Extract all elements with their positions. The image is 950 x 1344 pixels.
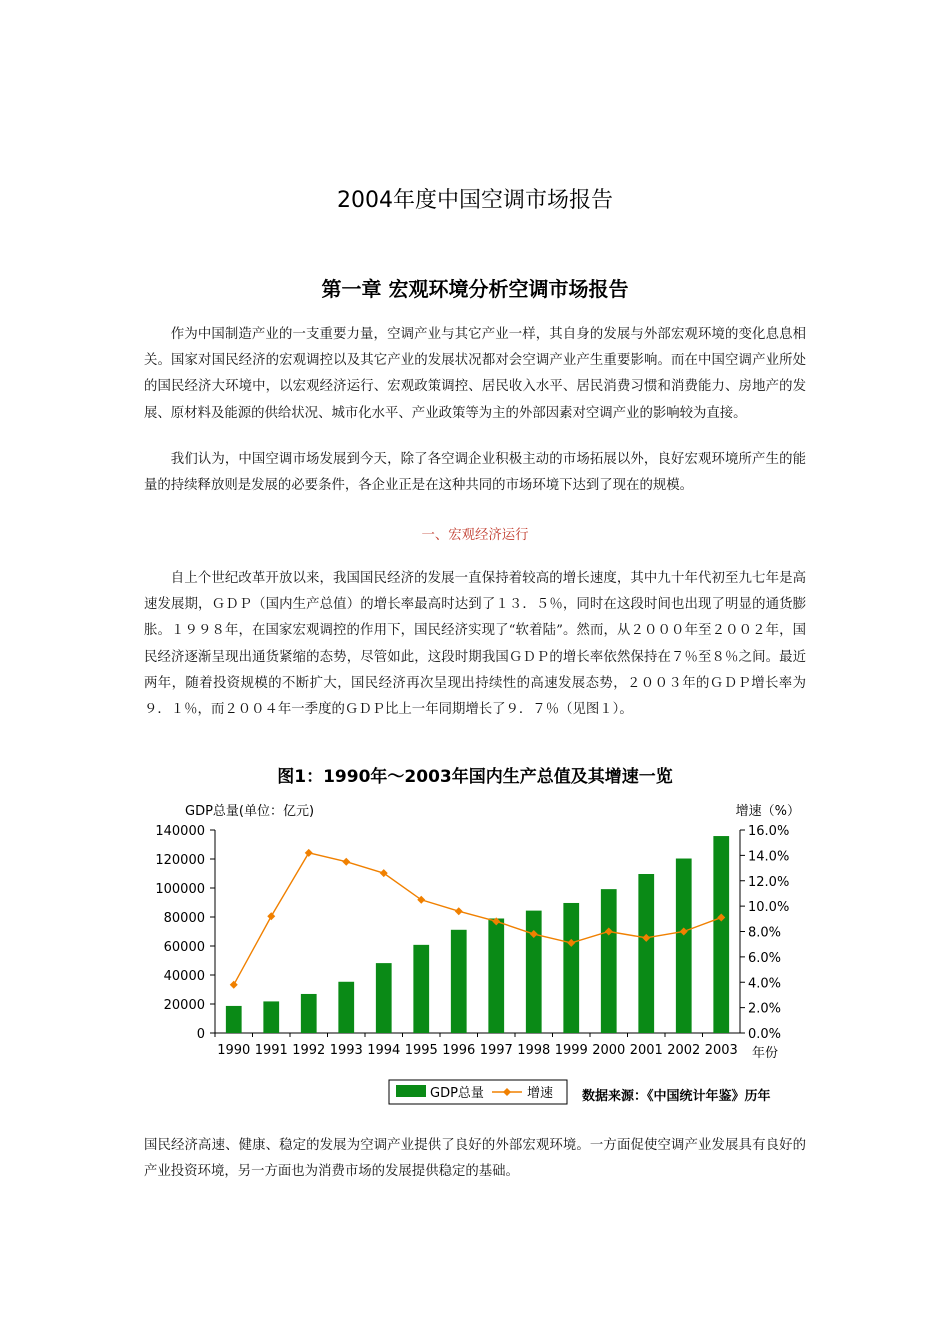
- gdp-bar: [263, 1001, 279, 1033]
- x-tick-label: 1992: [292, 1043, 326, 1058]
- gdp-bar: [563, 903, 579, 1033]
- x-tick-label: 1995: [404, 1043, 438, 1058]
- y2-tick-label: 2.0%: [748, 1001, 782, 1017]
- growth-point: [342, 858, 350, 866]
- growth-point: [305, 849, 313, 857]
- x-tick-label: 2003: [704, 1043, 738, 1058]
- y2-tick-label: 6.0%: [748, 950, 782, 966]
- y2-tick-label: 10.0%: [748, 900, 790, 916]
- gdp-bar: [526, 911, 542, 1033]
- y-axis-label: GDP总量(单位：亿元): [185, 804, 315, 819]
- x-tick-label: 2000: [592, 1043, 626, 1058]
- y-tick-label: 140000: [155, 824, 205, 839]
- x-tick-label: 2002: [667, 1043, 701, 1058]
- legend-growth-label: 增速: [527, 1086, 554, 1101]
- x-tick-label: 1994: [367, 1043, 401, 1058]
- gdp-bar: [488, 918, 504, 1033]
- x-tick-label: 1993: [329, 1043, 363, 1058]
- gdp-bar: [226, 1006, 242, 1033]
- section-title: 一、宏观经济运行: [421, 528, 529, 543]
- chapter-title: 第一章 宏观环境分析空调市场报告: [321, 277, 629, 301]
- gdp-bar: [376, 963, 392, 1033]
- y-tick-label: 60000: [163, 940, 205, 955]
- y2-tick-label: 4.0%: [748, 976, 782, 992]
- figure-title: 图1：1990年～2003年国内生产总值及其增速一览: [277, 767, 673, 787]
- document-title: 2004年度中国空调市场报告: [337, 188, 613, 213]
- x-tick-label: 1997: [479, 1043, 513, 1058]
- legend-bar-swatch: [396, 1085, 426, 1097]
- y2-tick-label: 8.0%: [748, 925, 782, 941]
- intro-paragraph-1: 作为中国制造产业的一支重要力量，空调产业与其它产业一样，其自身的发展与外部宏观环境的变化息息相关。国家对国民经济的宏观调控以及其它产业的发展状况都对会空调产业产生重要影响。而在中国空调产业所处的国民经济大环境中，以宏观经济运行、宏观政策调控、居民收入水平、居民消费习惯和消费能力、房地产的发展、原材料及能源的供给状况、城市化水平、产业政策等为主的外部因素对空调产业的影响较为直接。: [144, 327, 806, 421]
- y-tick-label: 120000: [155, 853, 205, 868]
- y2-tick-label: 14.0%: [748, 849, 790, 865]
- growth-point: [455, 907, 463, 915]
- gdp-bar: [601, 889, 617, 1033]
- y-tick-label: 0: [196, 1027, 205, 1042]
- legend-gdp-label: GDP总量: [430, 1086, 484, 1101]
- y2-axis-label: 增速（%）: [735, 804, 800, 819]
- x-tick-label: 1991: [254, 1043, 288, 1058]
- y-tick-label: 40000: [163, 969, 205, 984]
- x-tick-label: 2001: [629, 1043, 663, 1058]
- gdp-bar: [676, 859, 692, 1033]
- gdp-bar: [301, 994, 317, 1033]
- y-tick-label: 20000: [163, 998, 205, 1013]
- gdp-bar: [451, 930, 467, 1033]
- x-tick-label: 1999: [554, 1043, 588, 1058]
- x-tick-label: 1996: [442, 1043, 476, 1058]
- x-tick-label: 1990: [217, 1043, 251, 1058]
- intro-paragraph-2: 我们认为，中国空调市场发展到今天，除了各空调企业积极主动的市场拓展以外，良好宏观环境所产生的能量的持续释放则是发展的必要条件，各企业正是在这种共同的市场环境下达到了现在的规模。: [144, 452, 806, 494]
- x-axis-label: 年份: [752, 1046, 779, 1061]
- y-tick-label: 80000: [163, 911, 205, 926]
- growth-point: [230, 981, 238, 989]
- gdp-bar: [338, 982, 354, 1033]
- gdp-chart: [155, 795, 820, 1115]
- y2-tick-label: 16.0%: [748, 824, 790, 839]
- y2-tick-label: 0.0%: [748, 1027, 782, 1042]
- x-tick-label: 1998: [517, 1043, 551, 1058]
- source-note: 数据来源：《中国统计年鉴》历年: [582, 1089, 771, 1104]
- gdp-bar: [413, 945, 429, 1033]
- growth-point: [267, 912, 275, 920]
- y2-tick-label: 12.0%: [748, 874, 790, 890]
- gdp-bar: [713, 836, 729, 1033]
- section-paragraph: 自上个世纪改革开放以来，我国国民经济的发展一直保持着较高的增长速度，其中九十年代初至九七年是高速发展期，ＧＤＰ（国内生产总值）的增长率最高时达到了１３．５％，同时在这段时间也出现了明显的通货膨胀。１９９８年，在国家宏观调控的作用下，国民经济实现了“软着陆”。然而，从２０００年至２００２年，国民经济逐渐呈现出通货紧缩的态势，尽管如此，这段时期我国ＧＤＰ的增长率依然保持在７％至８％之间。最近两年，随着投资规模的不断扩大，国民经济再次呈现出持续性的高速发展态势，２００３年的ＧＤＰ增长率为９．１％，而２００４年一季度的ＧＤＰ比上一年同期增长了９．７％（见图１）。: [144, 571, 806, 718]
- y-tick-label: 100000: [155, 882, 205, 897]
- gdp-bar: [638, 874, 654, 1033]
- closing-paragraph: 国民经济高速、健康、稳定的发展为空调产业提供了良好的外部宏观环境。一方面促使空调产业发展具有良好的产业投资环境，另一方面也为消费市场的发展提供稳定的基础。: [144, 1138, 806, 1180]
